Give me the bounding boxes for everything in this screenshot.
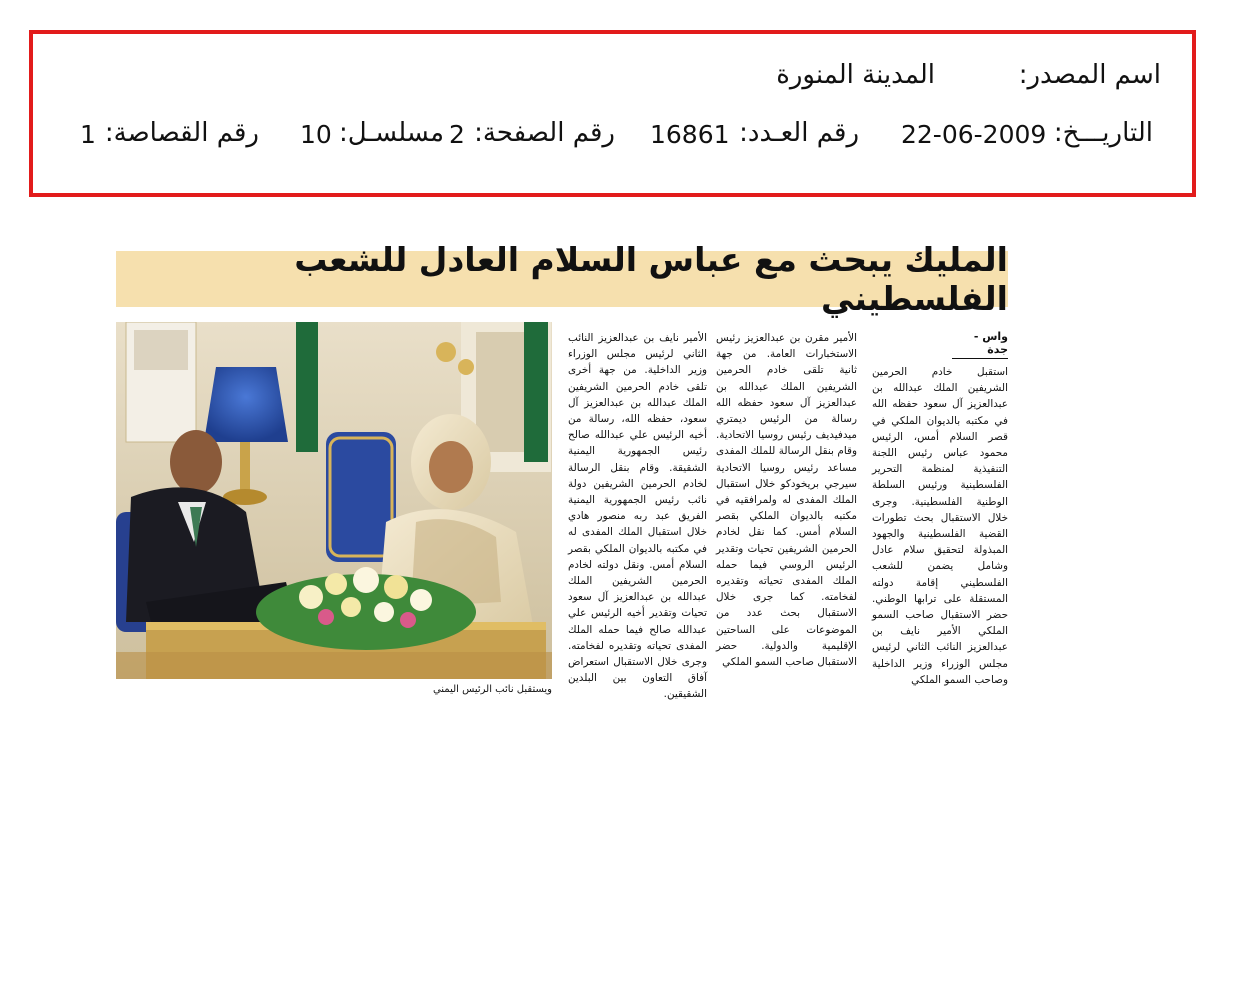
article-column-3 xyxy=(568,330,707,703)
issue-value: 16861 xyxy=(650,120,730,149)
clipping-label: رقم القصاصة: xyxy=(104,118,259,148)
article-column-2 xyxy=(716,330,857,670)
serial-value: 10 xyxy=(300,120,332,149)
date-label: التاريـــخ: xyxy=(1053,118,1153,148)
column-1-text: استقبل خادم الحرمين الشريفين الملك عبدالله بن عبدالعزيز آل سعود حفظه الله في مكتبه بالديوان الملكي في قصر السلام أمس، الرئيس محمود عباس رئيس اللجنة التنفيذية لمنظمة التحرير الفلسطينية ورئيس السلطة الوطنية الفلسطينية. وجرى خلال الاستقبال بحث تطورات القضية الفلسطينية والجهود المبذولة لتحقيق سلام عادل وشامل يضمن للشعب الفلسطيني إقامة دولته المستقلة على ترابها الوطني. حضر الاستقبال صاحب السمو الملكي الأمير نايف بن عبدالعزيز النائب الثاني لرئيس مجلس الوزراء وزير الداخلية وصاحب السمو الملكي xyxy=(872,366,1008,686)
column-3-text: الأمير نايف بن عبدالعزيز النائب الثاني لرئيس مجلس الوزراء وزير الداخلية. من جهة أخرى تلقى خادم الحرمين الشريفين الملك عبدالله بن عبدالعزيز آل سعود، حفظه الله، رسالة من أخيه الرئيس علي عبدالله صالح رئيس الجمهورية اليمنية الشقيقة. وقام بنقل الرسالة لخادم الحرمين الشريفين دولة نائب رئيس الجمهورية اليمنية الفريق عبد ربه منصور هادي خلال استقبال الملك المفدى له في مكتبه بالديوان الملكي بقصر السلام أمس. ونقل دولته لخادم الحرمين الشريفين الملك عبدالله بن عبدالعزيز آل سعود تحيات وتقدير أخيه الرئيس علي عبدالله صالح فيما حمله الملك المفدى تحياته وتقديره لفخامته. وجرى خلال الاستقبال استعراض آفاق التعاون بين البلدين الشقيقين. xyxy=(568,332,707,701)
article-headline: المليك يبحث مع عباس السلام العادل للشعب الفلسطيني xyxy=(294,240,1008,318)
source-label: اسم المصدر: xyxy=(1018,60,1161,90)
column-2-text: الأمير مقرن بن عبدالعزيز رئيس الاستخبارات العامة. من جهة ثانية تلقى خادم الحرمين الشريفين الملك عبدالله بن عبدالعزيز آل سعود حفظه الله رسالة من الرئيس ديمتري ميدفيديف رئيس روسيا الاتحادية. وقام بنقل الرسالة للملك المفدى مساعد رئيس روسيا الاتحادية سيرجي بريخودكو خلال استقبال الملك المفدى له ولمرافقيه في مكتبه بالديوان الملكي بقصر السلام أمس. كما نقل لخادم الحرمين الشريفين تحيات وتقدير الرئيس الروسي فيما حمله الملك المفدى تحياته وتقديره لفخامته. كما جرى خلال الاستقبال بحث عدد من الموضوعات على الساحتين الإقليمية والدولية. حضر الاستقبال صاحب السمو الملكي xyxy=(716,332,857,669)
serial-label: مسلسـل: xyxy=(339,118,444,148)
page-value: 2 xyxy=(449,120,465,149)
source-value: المدينة المنورة xyxy=(776,60,935,90)
date-value: 22-06-2009 xyxy=(901,120,1047,149)
issue-label: رقم العـدد: xyxy=(739,118,859,148)
page-label: رقم الصفحة: xyxy=(474,118,615,148)
photo-caption: ويستقبل نائب الرئيس اليمني xyxy=(432,684,552,695)
article-photo xyxy=(116,322,552,679)
article-column-1 xyxy=(872,364,1008,688)
source-info-box xyxy=(29,30,1196,197)
clipping-value: 1 xyxy=(80,120,96,149)
dateline: واس - جدة xyxy=(952,330,1008,359)
